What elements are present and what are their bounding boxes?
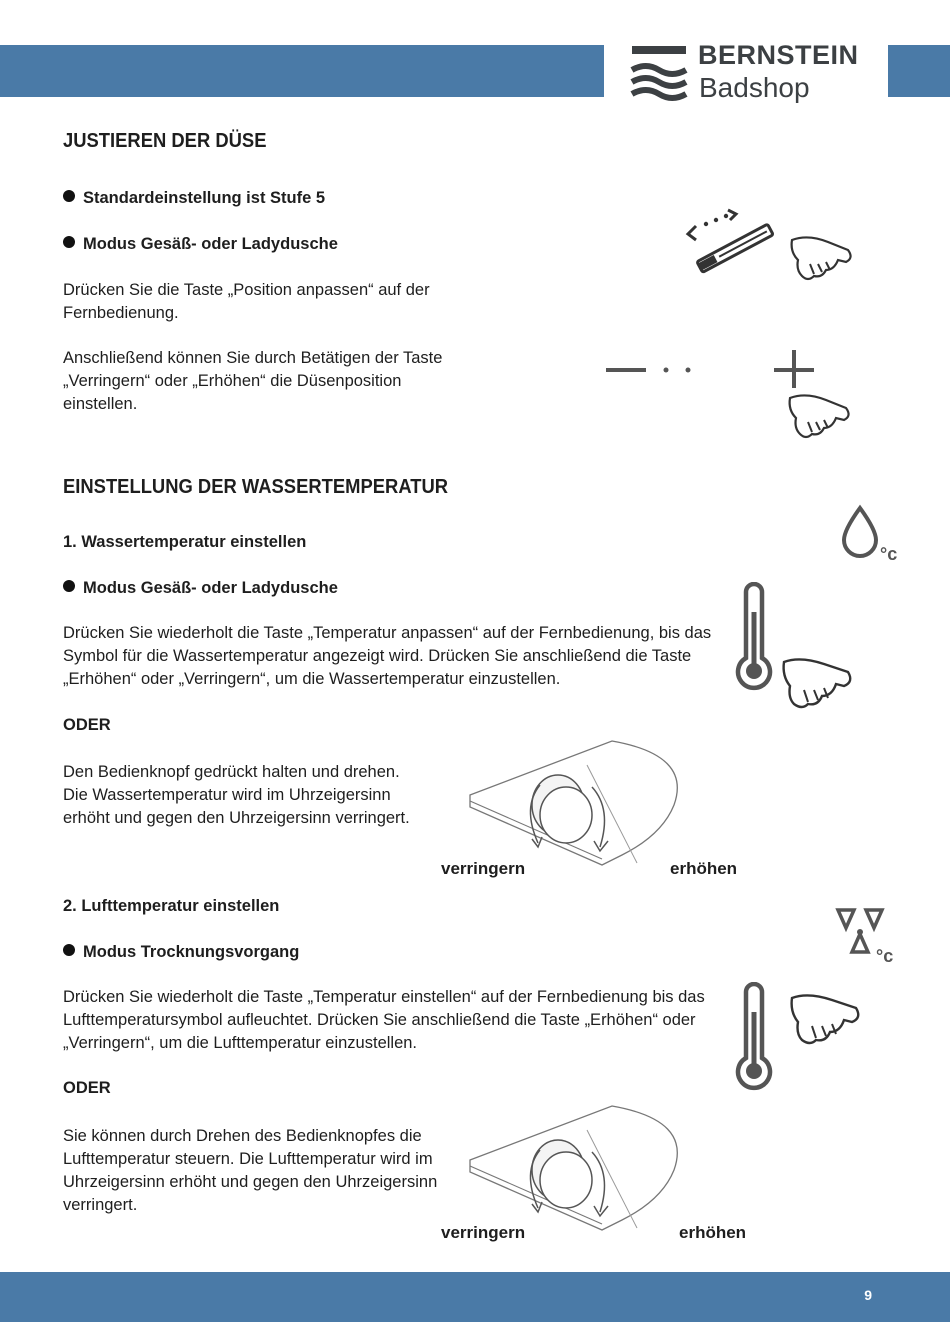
bullet-dot (63, 236, 75, 248)
page-number: 9 (864, 1287, 872, 1303)
section-title-duese: JUSTIEREN DER DÜSE (63, 130, 267, 152)
paragraph-knob-air: Sie können durch Drehen des Bedienknopfes die Lufttemperatur steuern. Die Lufttemperatur wird im Uhrzeigersinn erhöht und gegen den Uhrzeigersinn verringert. (63, 1127, 438, 1214)
knob-label-increase: erhöhen (670, 859, 738, 878)
paragraph-air-temp: Drücken Sie wiederholt die Taste „Temperatur einstellen“ auf der Fernbedienung bis das Lufttemperatursymbol aufleuchtet. Drücken Sie anschließend die Taste „Erhöhen“ oder „Verringern“, um die Lufttemperatur einzustellen. (63, 988, 705, 1052)
header-band-right (888, 45, 950, 97)
thermometer-icon (732, 582, 776, 694)
brand-name: BERNSTEIN (698, 40, 859, 70)
paragraph-position: Drücken Sie die Taste „Position anpassen“ auf der Fernbedienung. (63, 281, 430, 322)
footer-band (0, 1272, 950, 1322)
header-band-left (0, 45, 604, 97)
knob-label-decrease: verringern (441, 859, 526, 878)
paragraph-adjust: Anschließend können Sie durch Betätigen der Taste „Verringern“ oder „Erhöhen“ die Düsenposition einstellen. (63, 349, 443, 413)
nozzle-position-icon (682, 206, 782, 276)
bullet-modus-2: Modus Gesäß- oder Ladydusche (63, 579, 338, 598)
control-knob-illustration (462, 1100, 692, 1235)
oder-label-1: ODER (63, 716, 111, 734)
bullet-dot (63, 944, 75, 956)
control-knob-illustration (462, 735, 692, 870)
svg-text:°c: °c (880, 544, 898, 564)
subheading-lufttemperatur: 2. Lufttemperatur einstellen (63, 897, 280, 915)
bullet-trocknung: Modus Trocknungsvorgang (63, 943, 299, 962)
knob-label-decrease: verringern (441, 1223, 526, 1242)
thermometer-icon (732, 982, 776, 1094)
bernstein-logo-icon (630, 44, 690, 104)
oder-label-2: ODER (63, 1079, 111, 1097)
bullet-modus-1: Modus Gesäß- oder Ladydusche (63, 235, 338, 254)
pressing-hand-icon (788, 988, 868, 1058)
section-title-wassertemperatur: EINSTELLUNG DER WASSERTEMPERATUR (63, 476, 449, 498)
paragraph-water-temp: Drücken Sie wiederholt die Taste „Temperatur anpassen“ auf der Fernbedienung, bis das Symbol für die Wassertemperatur angezeigt wird. Drücken Sie anschließend die Taste „Erhöhen“ oder „Verringern“, um die Wassertemperatur einzustellen. (63, 624, 712, 688)
water-drop-celsius-icon (838, 504, 900, 566)
bullet-dot (63, 190, 75, 202)
paragraph-knob-water: Den Bedienknopf gedrückt halten und drehen. Die Wassertemperatur wird im Uhrzeigersinn erhöht und gegen den Uhrzeigersinn verringert. (63, 763, 410, 827)
knob-label-increase: erhöhen (679, 1223, 747, 1242)
pressing-hand-icon (786, 388, 856, 450)
bullet-standard: Standardeinstellung ist Stufe 5 (63, 189, 325, 208)
pressing-hand-icon (780, 652, 860, 722)
pressing-hand-icon (788, 230, 858, 292)
svg-text:°c: °c (876, 946, 894, 966)
air-temperature-celsius-icon (832, 906, 902, 968)
minus-plus-icon (600, 350, 840, 390)
bullet-dot (63, 580, 75, 592)
brand-subtitle: Badshop (699, 72, 810, 103)
subheading-wassertemperatur: 1. Wassertemperatur einstellen (63, 533, 307, 551)
